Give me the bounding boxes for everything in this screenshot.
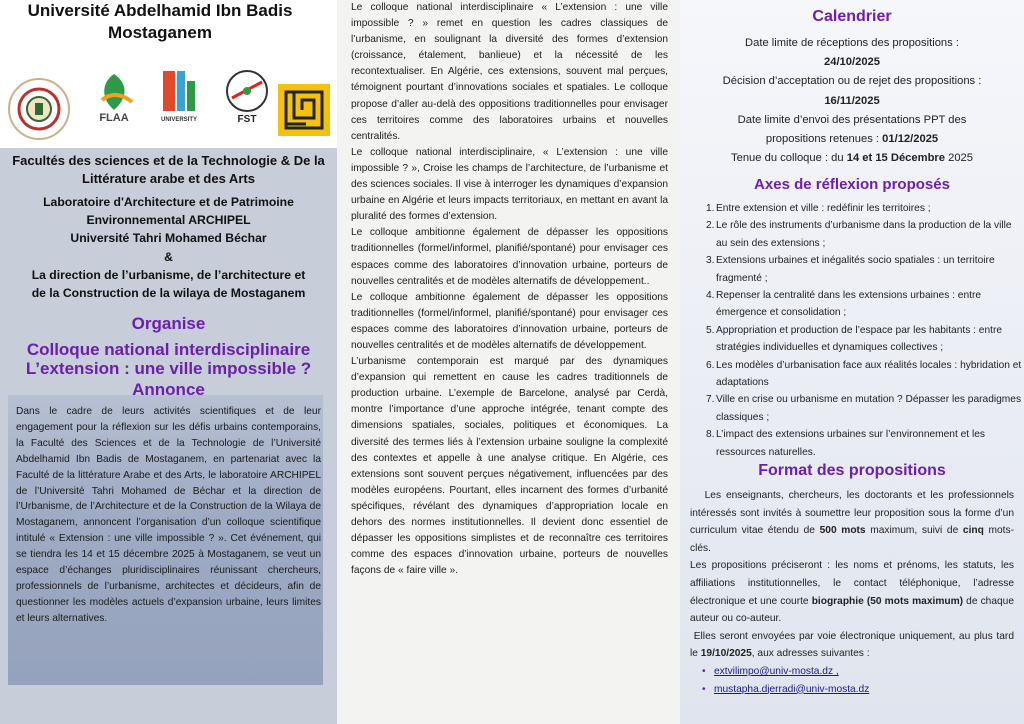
paragraph: Le colloque national interdisciplinaire, « L’extension : une ville impossible ? », Croise les champs de l’architecture, de l’urbanisme et des sciences sociales. Il vise à interroger les dynamiques d’expansion urbaine en Algérie et leurs impacts territoriaux, en mettant en avant la pluralité des formes d’extension. <box>351 146 668 223</box>
list-item: 6. Les modèles d’urbanisation face aux réalités locales : hybridation et adaptations <box>706 359 1022 389</box>
university-seal-logo <box>8 78 70 140</box>
list-item: 8. L’impact des extensions urbaines sur l’environnement et les ressources naturelles. <box>706 429 985 458</box>
list-item: 7. Ville en crise ou urbanisme en mutation ? Dépasser les paradigmes classiques ; <box>706 394 1022 423</box>
right-panel <box>680 0 1024 724</box>
calendar-block: Date limite de réceptions des propositions : 24/10/2025 Décision d’acceptation ou de rejet des propositions : 16/11/2025 Date limite d’envoi des présentations PPT des propositions retenues : 01/12/2025 Tenue du colloque : du 14 et 15 Décembre 2025 <box>722 37 982 165</box>
paragraph: L’urbanisme contemporain est marqué par des dynamiques d’expansion qui remettent en cause les cadres traditionnels de production urbaine. L’exemple de Barcelone, analysé par Cerdà, montre l’importance d’une approche intégrée, tenant compte des dimensions spatiales, sociales, politiques et économiques. La diversité des termes liés à l’extension urbaine souligne la complexité des contextes et appelle à une analyse critique. En Algérie, ces extensions sont souvent perçues négativement, influencées par des modèles européens. Pourtant, elles incarnent des formes d’urbanité spécifiques, révélant des dynamiques d’appropriation locale en dehors des normes institutionnelles. Il devient donc essentiel de dépasser les oppositions simplistes et de reconnaître ces territoires comme des espaces d’innovation urbaine, porteurs de nouvelles façons de « faire ville ». <box>351 356 668 577</box>
format-block <box>690 487 1014 698</box>
list-item: 4. Repenser la centralité dans les extensions urbaines : entre émergence et consolidation ; <box>706 290 982 319</box>
organise-label: Organise <box>131 314 206 333</box>
university-name: Université Abdelhamid Ibn Badis Mostaganem <box>27 1 293 42</box>
left-panel <box>0 0 337 724</box>
header-white <box>0 0 337 148</box>
email-list <box>690 663 1014 698</box>
list-item: 1. Entre extension et ville : redéfinir les territoires ; <box>706 203 931 214</box>
email-link[interactable]: • extvilimpo@univ-mosta.dz , <box>704 663 1014 681</box>
axes-title: Axes de réflexion proposés <box>754 176 950 193</box>
format-paragraph: Les enseignants, chercheurs, les doctorants et les professionnels intéressés sont invités à soumettre leur proposition sous la forme d’un curriculum vitae étendu de 500 mots maximum, suivi de cinq mots-clés. <box>690 490 1014 554</box>
colloque-title: Colloque national interdisciplinaire L’extension : une ville impossible ? <box>25 340 312 378</box>
axes-list <box>696 200 1024 461</box>
university-logo: UNIVERSITY <box>156 52 202 138</box>
format-paragraph: Elles seront envoyées par voie électronique uniquement, au plus tard le 19/10/2025, aux adresses suivantes : <box>690 630 1014 660</box>
list-item: 2. Le rôle des instruments d’urbanisme dans la production de la ville au sein des extensions ; <box>706 220 1012 249</box>
list-item: 5. Appropriation et production de l’espace par les habitants : entre stratégies individuelles et dynamiques collectives ; <box>706 324 1002 354</box>
format-title: Format des propositions <box>758 462 946 479</box>
logo-row <box>8 50 337 140</box>
faculties-title: Facultés des sciences et de la Technologie & De la Littérature arabe et des Arts <box>12 153 325 186</box>
email-link[interactable]: • mustapha.djerradi@univ-mosta.dz <box>704 681 1014 699</box>
fst-logo: FST <box>220 56 274 136</box>
annonce-text: Dans le cadre de leurs activités scientifiques et de leur engagement pour la réflexion sur les défis urbains contemporains, la Faculté des Sciences et de la Technologie de l’Université Abdelhamid Ibn Badis de Mostaganem, en partenariat avec la Faculté de la littérature Arabe et des Arts, le laboratoire ARCHIPEL de l’Université Tahri Mohamed de Béchar et la direction de l’Urbanisme, de l’Architecture et de la Construction de la Wilaya de Mostaganem, annoncent l’organisation d’un colloque scientifique intitulé « Extension : une ville impossible ? ». Cet événement, qui se tiendra les 14 et 15 décembre 2025 à Mostaganem, se veut un espace d’échanges pluridisciplinaires réunissant chercheurs, professionnels de l’urbanisme, architectes et décideurs, afin de questionner les modèles actuels d’expansion urbaine, leurs limites et leurs alternatives. <box>16 406 321 624</box>
calendrier-title: Calendrier <box>812 8 892 25</box>
archipel-maze-logo <box>278 84 330 136</box>
format-paragraph: Les propositions préciseront : les noms et prénoms, les statuts, les affiliations institutionnelles, le contact téléphonique, l’adresse électronique et une courte biographie (50 mots maximum) de chaque auteur ou co-auteur. <box>690 560 1014 625</box>
lab-block: Laboratoire d'Architecture et de Patrimoine Environnemental ARCHIPEL Université Tahri Mohamed Béchar & La direction de l’urbanisme, de l’architecture et de la Construction de la wilaya de Mostaganem <box>31 195 306 301</box>
paragraph: Le colloque ambitionne également de dépasser les oppositions traditionnelles (formel/informel, planifié/spontané) pour envisager ces espaces comme des laboratoires d’innovation urbaine, porteurs de nouvelles centralités et de modèles alternatifs de développement.. <box>351 227 668 287</box>
list-item: 3. Extensions urbaines et inégalités socio spatiales : un territoire fragmenté ; <box>706 255 995 284</box>
middle-panel <box>337 0 680 724</box>
annonce-heading: Annonce <box>132 380 205 399</box>
flaa-logo: FLAA <box>83 58 145 138</box>
paragraph: Le colloque national interdisciplinaire « L’extension : une ville impossible ? » remet en question les cadres classiques de l’urbanisme, en soulignant la diversité des formes d’extension (croissance, étalement, banlieue) et la nécessité de les recontextualiser. En Algérie, ces extensions, souvent mal perçues, témoignent pourtant d’innovations sociales et spatiales. Le colloque propose d’aller au-delà des oppositions traditionnelles pour envisager ces territoires comme des laboratoires urbains et nouvelles centralités. <box>351 2 668 142</box>
paragraph: Le colloque ambitionne également de dépasser les oppositions traditionnelles (formel/informel, planifié/spontané) pour envisager ces espaces comme des laboratoires d’innovation urbaine, porteurs de nouvelles centralités et de modèles alternatifs de développement. <box>351 291 668 351</box>
